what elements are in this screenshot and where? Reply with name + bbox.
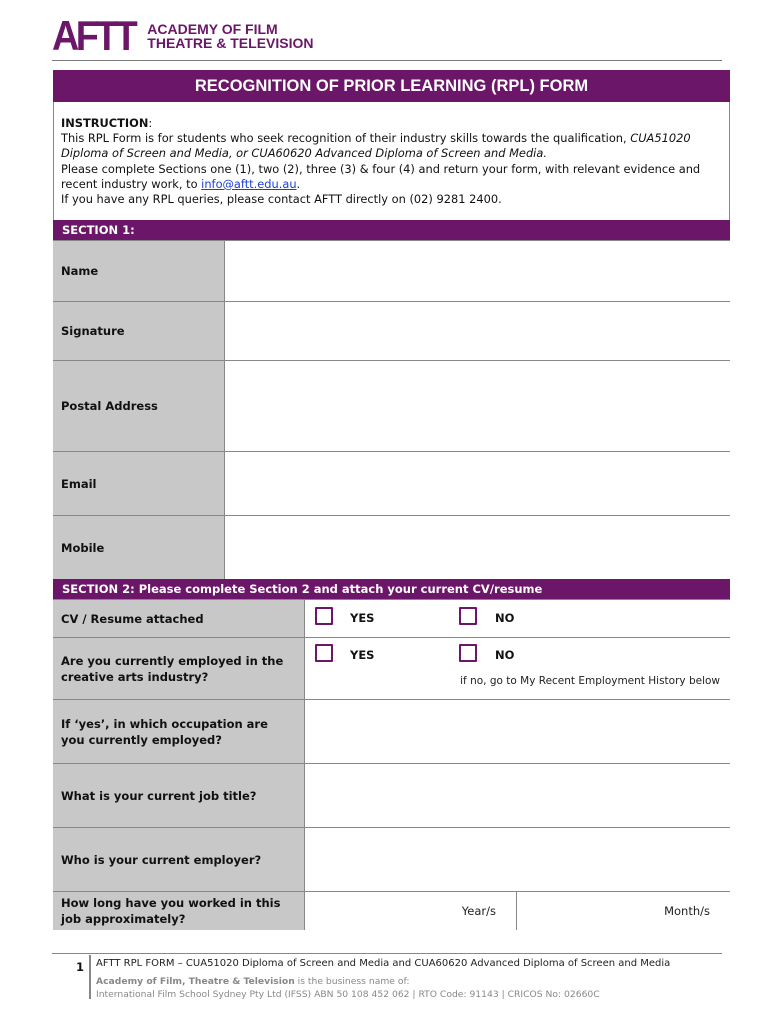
name-row [53, 240, 730, 301]
email-row [53, 451, 730, 515]
instruction-block [61, 116, 725, 207]
email-link[interactable]: info@aftt.edu.au [201, 176, 297, 191]
logo-line1: ACADEMY OF FILM [147, 21, 278, 37]
instruction-line2: Please complete Sections one (1), two (2), three (3) & four (4) and return your form, with relevant evidence and recent industry work, to [61, 161, 701, 191]
years-label: Year/s [461, 904, 496, 918]
footer-legal [96, 976, 600, 1001]
cv-no-checkbox[interactable] [459, 607, 477, 625]
employer-field[interactable] [305, 828, 730, 891]
duration-label: How long have you worked in this job approximately? [53, 892, 305, 930]
instruction-line3: If you have any RPL queries, please contact AFTT directly on (02) 9281 2400. [61, 192, 502, 207]
instruction-qualification: CUA51020 Diploma of Screen and Media, or CUA60620 Advanced Diploma of Screen and Media. [61, 131, 691, 161]
duration-fields [305, 892, 730, 930]
postal-address-field[interactable] [225, 361, 730, 451]
footer-divider [52, 953, 722, 954]
cv-yes-checkbox[interactable] [315, 607, 333, 625]
instruction-label: INSTRUCTION [61, 116, 149, 130]
footer-business-name: Academy of Film, Theatre & Television [96, 976, 295, 987]
section1-heading: SECTION 1: [53, 220, 730, 240]
name-label: Name [53, 241, 225, 301]
job-title-label: What is your current job title? [53, 764, 305, 827]
occupation-label: If ‘yes’, in which occupation are you currently employed? [53, 700, 305, 763]
employed-note: if no, go to My Recent Employment History below [460, 675, 720, 687]
logo-mark: AFTT [52, 12, 135, 59]
employed-no-checkbox[interactable] [459, 644, 477, 662]
page-number: 1 [76, 960, 85, 974]
employed-yes-label: YES [350, 648, 375, 662]
cv-no-label: NO [495, 611, 515, 625]
employer-row [53, 827, 730, 891]
email-label: Email [53, 452, 225, 515]
months-label: Month/s [664, 904, 710, 918]
occupation-row [53, 699, 730, 763]
cv-options [305, 600, 730, 637]
signature-row [53, 301, 730, 360]
instruction-period: . [296, 176, 301, 191]
job-title-field[interactable] [305, 764, 730, 827]
employed-options [305, 638, 730, 699]
footer-business-suffix: is the business name of: [294, 976, 410, 987]
mobile-row [53, 515, 730, 579]
footer-company-details: International Film School Sydney Pty Ltd (IFSS) ABN 50 108 452 062 | RTO Code: 91143 | CRICOS No: 02660C [96, 988, 600, 1000]
name-field[interactable] [225, 241, 730, 301]
occupation-field[interactable] [305, 700, 730, 763]
job-title-row [53, 763, 730, 827]
cv-label: CV / Resume attached [53, 600, 305, 637]
employed-row [53, 637, 730, 699]
logo-line2: THEATRE & TELEVISION [147, 35, 314, 51]
instruction-colon: : [148, 116, 153, 130]
employer-label: Who is your current employer? [53, 828, 305, 891]
cv-row [53, 599, 730, 637]
employed-label: Are you currently employed in the creative arts industry? [53, 638, 305, 699]
mobile-label: Mobile [53, 516, 225, 579]
email-field[interactable] [225, 452, 730, 515]
form-title: RECOGNITION OF PRIOR LEARNING (RPL) FORM [53, 70, 730, 102]
cv-yes-label: YES [350, 611, 375, 625]
employed-no-label: NO [495, 648, 515, 662]
section2-heading: SECTION 2: Please complete Section 2 and attach your current CV/resume [53, 579, 730, 599]
signature-field[interactable] [225, 302, 730, 360]
footer-form-title: AFTT RPL FORM – CUA51020 Diploma of Screen and Media and CUA60620 Advanced Diploma of Screen and Media [96, 958, 671, 969]
logo-name [147, 22, 313, 50]
months-field[interactable] [517, 892, 730, 930]
years-field[interactable] [305, 892, 517, 930]
header-divider [52, 60, 722, 61]
postal-address-row [53, 360, 730, 451]
duration-row [53, 891, 730, 930]
mobile-field[interactable] [225, 516, 730, 579]
postal-address-label: Postal Address [53, 361, 225, 451]
instruction-line1: This RPL Form is for students who seek recognition of their industry skills towards the qualification, [61, 131, 631, 146]
signature-label: Signature [53, 302, 225, 360]
employed-yes-checkbox[interactable] [315, 644, 333, 662]
page-number-divider [89, 955, 91, 999]
aftt-logo [52, 12, 314, 59]
